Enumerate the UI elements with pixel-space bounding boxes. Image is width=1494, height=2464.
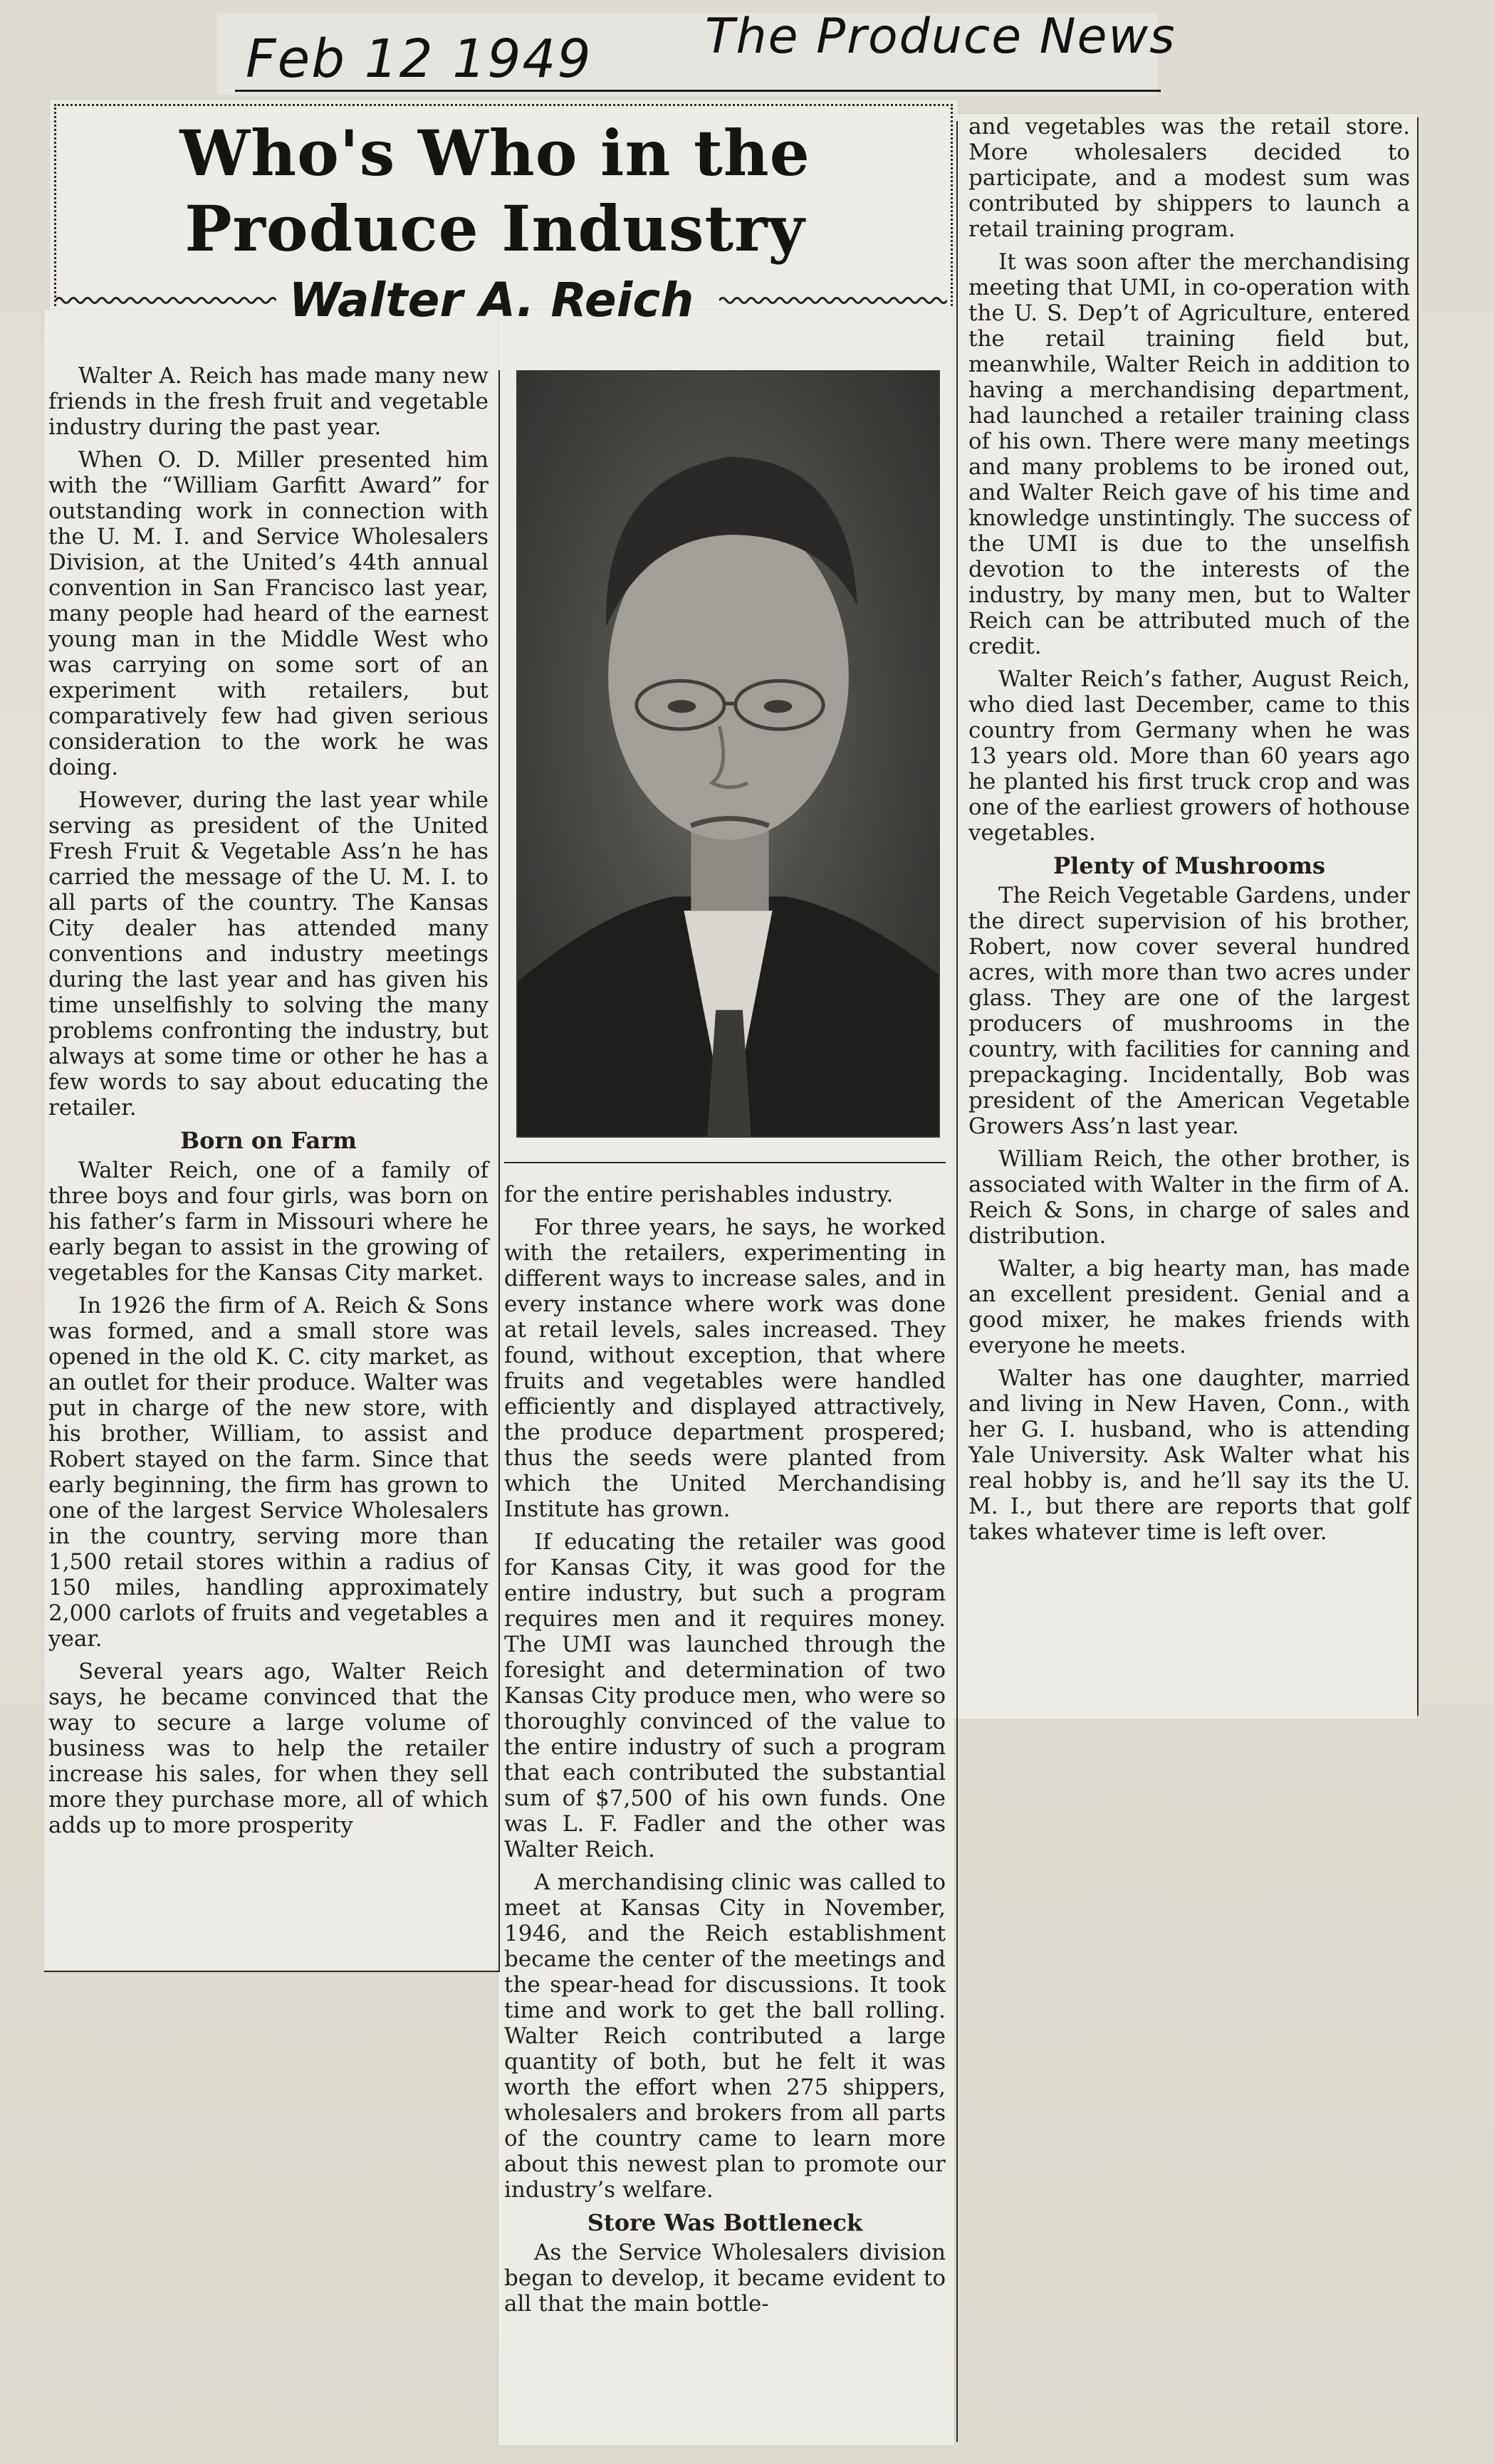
portrait-icon [518,372,939,1136]
paragraph: The Reich Vegetable Gardens, under the direct supervision of his brother, Robert, now cover several hundred acres, with more than two acres under glass. They are one of the largest producers of mushrooms in the country, with facilities for canning and prepackaging. Incidentally, Bob was president of the American Vegetable Growers Ass’n last year. [968,883,1410,1139]
paragraph: for the entire perishables industry. [504,1182,894,1207]
article-column-3 [968,114,1410,1552]
paragraph: Walter A. Reich has made many new friends in the fresh fruit and vegetable industry during the past year. [48,363,489,440]
paragraph: As the Service Wholesalers division began to develop, it became evident to all that the main bottle- [504,2240,946,2317]
photo-bottom-rule [504,1162,946,1163]
article-column-2 [504,1182,946,2324]
subheading: Born on Farm [180,1127,357,1154]
portrait-photo [516,370,940,1138]
paragraph: A merchandising clinic was called to meet at Kansas City in November, 1946, and the Reich establishment became the center of the meetings and the spear-head for discussions. It took time and work to get the ball rolling. Walter Reich contributed a large quantity of both, but he felt it was worth the effort when 275 shippers, wholesalers and brokers from all parts of the country came to learn more about this newest plan to promote our industry’s welfare. [504,1870,946,2203]
paragraph: When O. D. Miller presented him with the “William Garfitt Award” for outstanding work in connection with the U. M. I. and Service Wholesalers Division, at the United’s 44th annual convention in San Francisco last year, many people had heard of the earnest young man in the Middle West who was carrying on some sort of an experiment with retailers, but comparatively few had given serious consideration to the work he was doing. [48,447,489,780]
paragraph: Walter, a big hearty man, has made an excellent president. Genial and a good mixer, he makes friends with everyone he meets. [968,1256,1410,1358]
headline: Who's Who in the Produce Industry [179,116,810,266]
paragraph: It was soon after the merchandising meeting that UMI, in co-operation with the U. S. Dep’t of Agriculture, entered the retail training field but, meanwhile, Walter Reich in addition to having a merchandising department, had launched a retailer training class of his own. There were many meetings and many problems to be ironed out, and Walter Reich gave of his time and knowledge unstintingly. The success of the UMI is due to the unselfish devotion to the interests of the industry, by many men, but to Walter Reich can be attributed much of the credit. [968,249,1410,659]
handwritten-publication: The Produce News [705,9,1176,65]
subheading: Store Was Bottleneck [587,2209,863,2236]
byline: Walter A. Reich [288,273,694,327]
column-divider-2 [956,121,958,2442]
handwriting-underline [235,90,1161,92]
paragraph: Several years ago, Walter Reich says, he became convinced that the way to secure a large volume of business was to help the retailer increase his sales, for when they sell more they purchase more, all of which adds up to more prosperity [48,1659,489,1838]
paragraph: Walter Reich, one of a family of three boys and four girls, was born on his father’s farm in Missouri where he early began to assist in the growing of vegetables for the Kansas City market. [48,1158,489,1286]
paragraph: Walter has one daughter, married and living in New Haven, Conn., with her G. I. husband, who is attending Yale University. Ask Walter what his real hobby is, and he’ll say its the U. M. I., but there are reports that golf takes whatever time is left over. [968,1365,1410,1545]
article-column-1 [48,363,489,1845]
paragraph: and vegetables was the retail store. More wholesalers decided to participate, and a modest sum was contributed by shippers to launch a retail training program. [968,114,1410,242]
column-1-end-rule [44,1971,500,1972]
handwritten-date: Feb 12 1949 [246,28,592,90]
paragraph: If educating the retailer was good for Kansas City, it was good for the entire industry, but such a program requires men and it requires money. The UMI was launched through the foresight and determination of two Kansas City produce men, who were so thoroughly convinced of the value to the entire industry of such a program that each contributed the substantial sum of $7,500 of his own funds. One was L. F. Fadler and the other was Walter Reich. [504,1529,946,1862]
paragraph: William Reich, the other brother, is associated with Walter in the firm of A. Reich & Sons, in charge of sales and distribution. [968,1146,1410,1249]
subheading: Plenty of Mushrooms [1053,852,1325,879]
paragraph: However, during the last year while serving as president of the United Fresh Fruit & Vegetable Ass’n he has carried the message of the U. M. I. to all parts of the country. The Kansas City dealer has attended many conventions and industry meetings during the last year and has given his time unselfishly to solving the many problems confronting the industry, but always at some time or other he has a few words to say about educating the retailer. [48,787,489,1121]
column-divider-1 [498,370,500,1972]
paragraph: For three years, he says, he worked with the retailers, experimenting in different ways to increase sales, and in every instance where work was done at retail levels, sales increased. They found, without exception, that where fruits and vegetables were handled efficiently and displayed attractively, the produce department prospered; thus the seeds were planted from which the United Merchandising Institute has grown. [504,1215,946,1522]
paragraph: Walter Reich’s father, August Reich, who died last December, came to this country from Germany when he was 13 years old. More than 60 years ago he planted his first truck crop and was one of the earliest growers of hothouse vegetables. [968,666,1410,846]
column-3-right-rule [1417,117,1419,1716]
paragraph: In 1926 the firm of A. Reich & Sons was formed, and a small store was opened in the old K. C. city market, as an outlet for their produce. Walter was put in charge of the new store, with his brother, William, to assist and Robert stayed on the farm. Since that early beginning, the firm has grown to one of the largest Service Wholesalers in the country, serving more than 1,500 retail stores within a radius of 150 miles, handling approximately 2,000 carlots of fruits and vegetables a year. [48,1293,489,1652]
squiggle-right [719,295,947,305]
